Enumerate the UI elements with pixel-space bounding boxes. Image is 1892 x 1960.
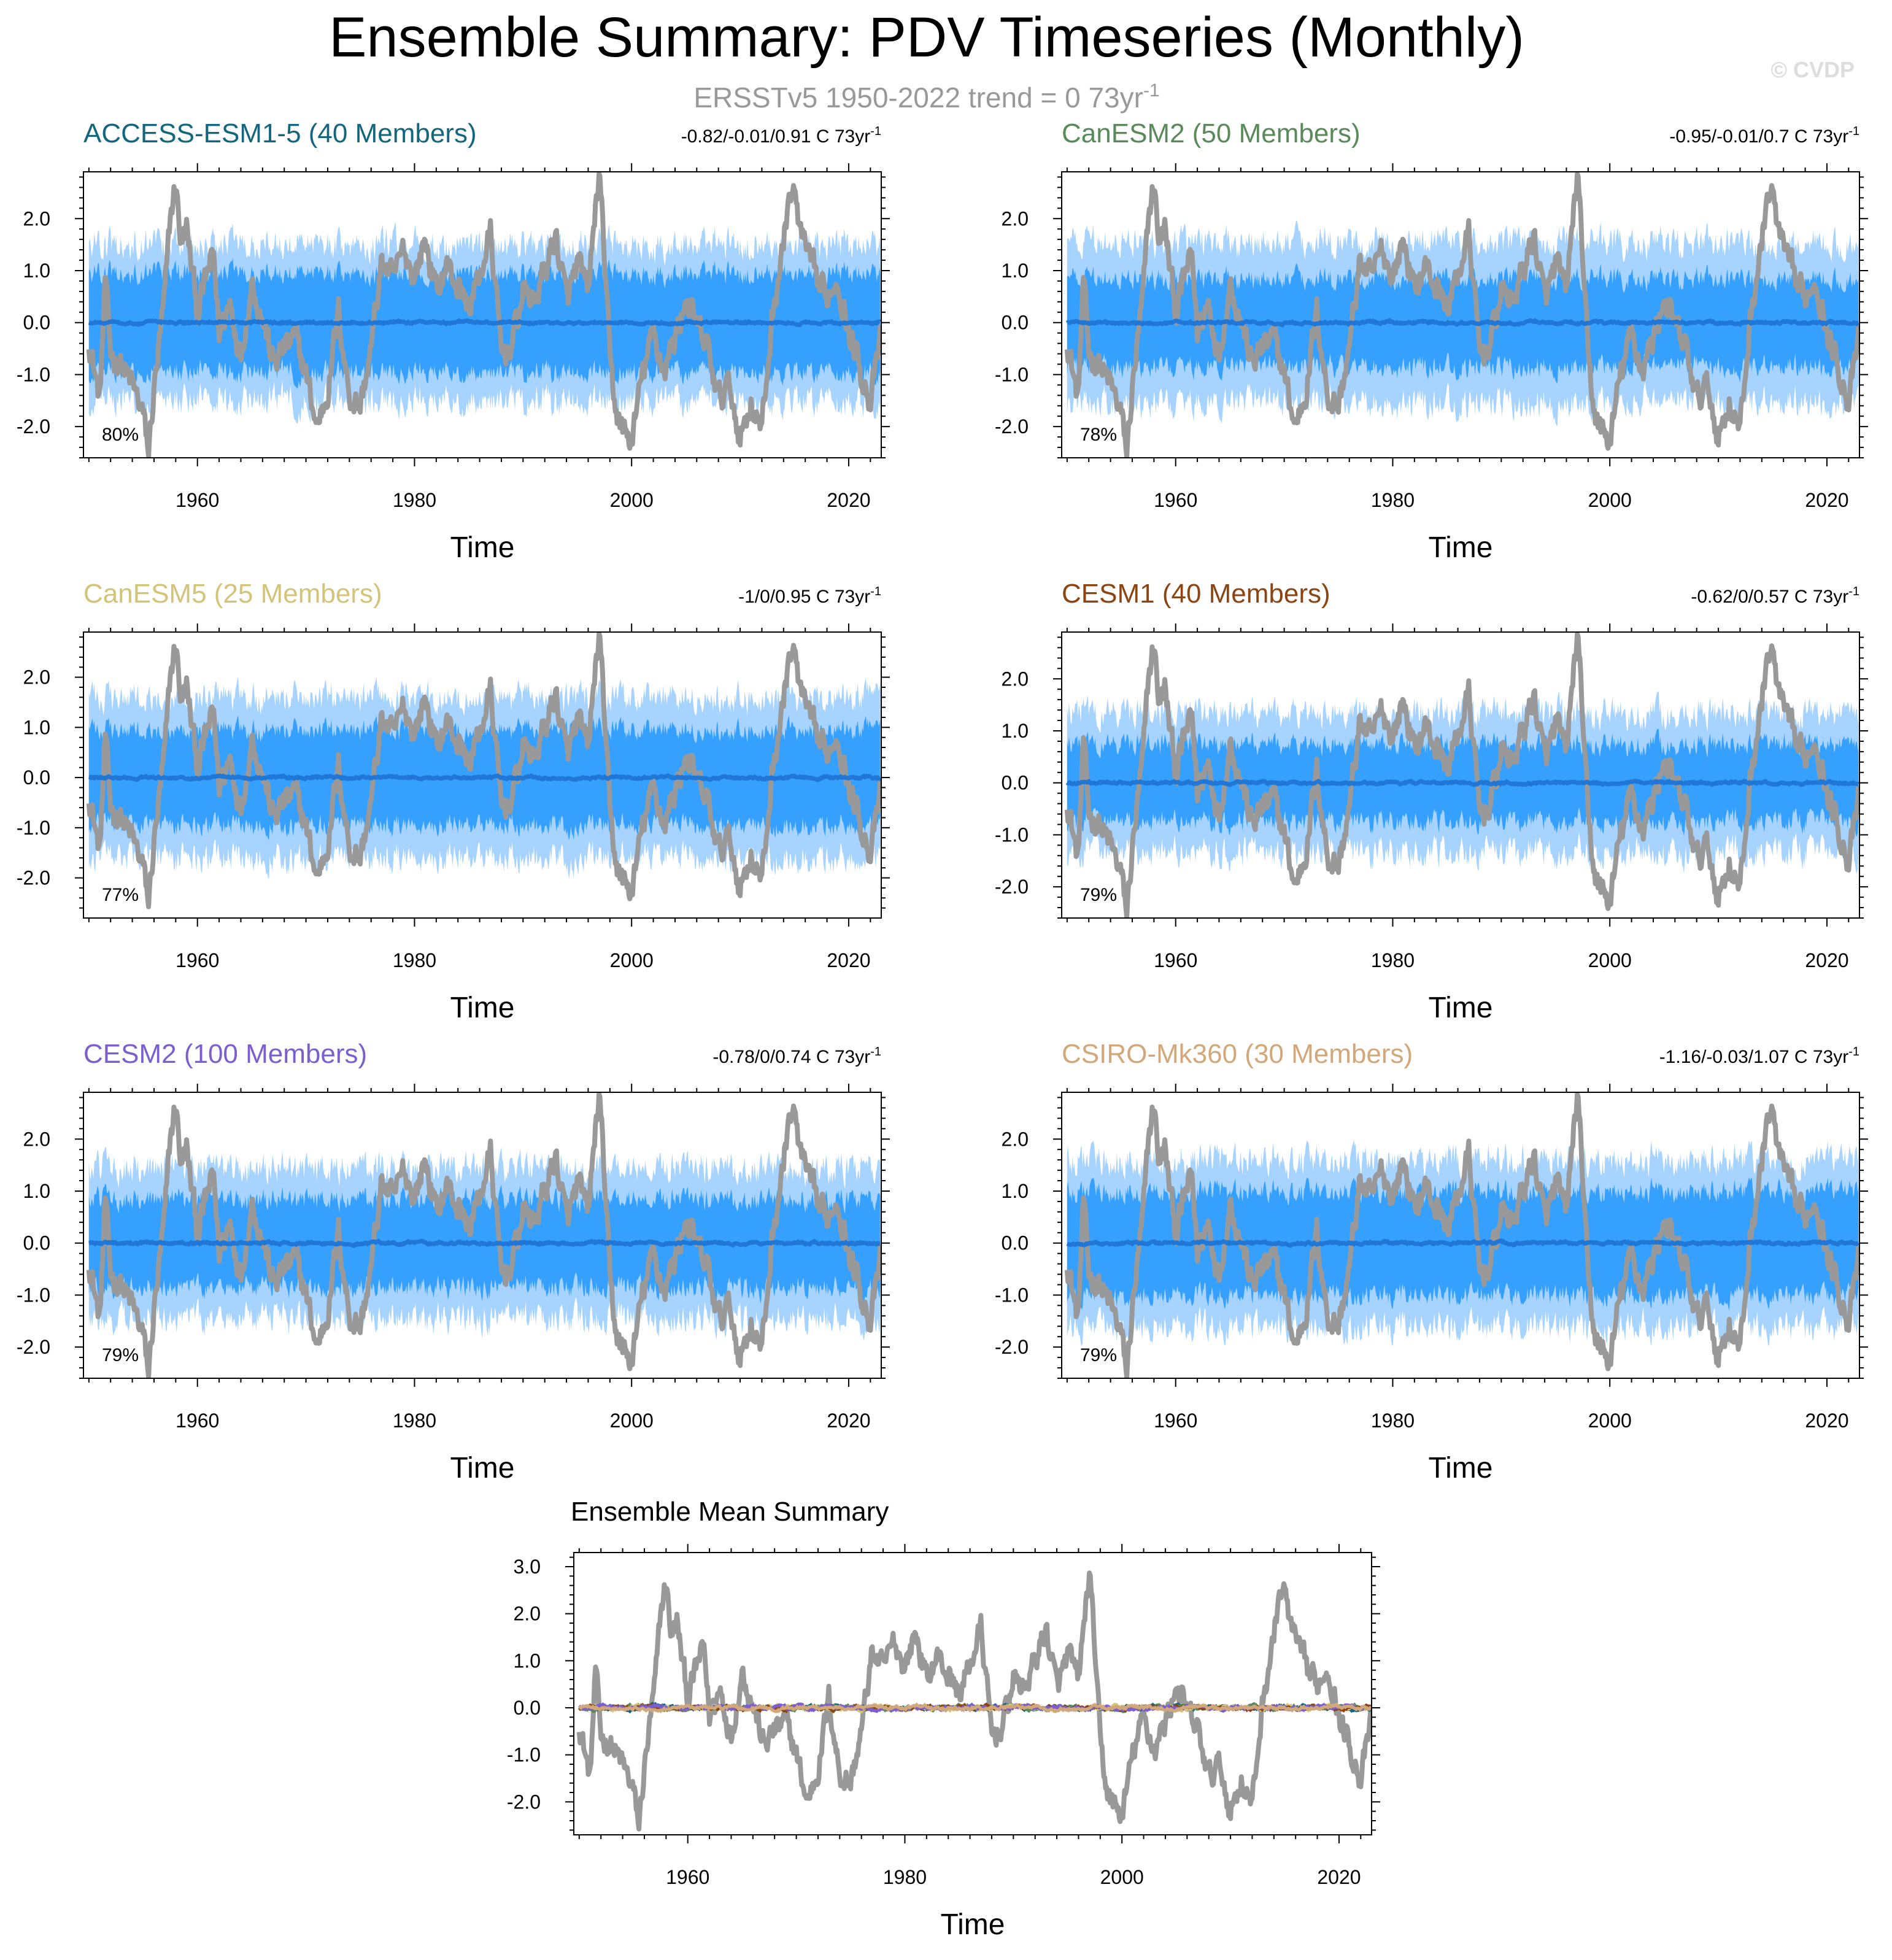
x-tick-label: 2020 (827, 949, 871, 971)
plot-area (1067, 174, 1859, 457)
plot-area (89, 174, 881, 457)
y-tick-label: 1.0 (23, 259, 50, 282)
y-tick-label: -2.0 (16, 415, 50, 438)
chart-panel-4 (995, 579, 1868, 1024)
y-tick-label: 1.0 (23, 1179, 50, 1202)
x-tick-label: 2020 (827, 489, 871, 511)
x-tick-label: 1980 (392, 1410, 437, 1432)
y-tick-label: 0.0 (23, 1232, 50, 1254)
x-tick-label: 1980 (1370, 1410, 1415, 1432)
x-tick-label: 1980 (1370, 489, 1415, 511)
x-tick-label: 2020 (1805, 489, 1849, 511)
x-tick-label: 2020 (827, 1410, 871, 1432)
x-tick-label: 2000 (1588, 1410, 1632, 1432)
x-tick-label: 2000 (1588, 489, 1632, 511)
watermark: © CVDP (1770, 57, 1855, 82)
y-tick-label: 2.0 (23, 1128, 50, 1151)
x-tick-label: 1980 (882, 1866, 927, 1888)
y-tick-label: 0.0 (1001, 311, 1029, 334)
x-axis-label: Time (940, 1908, 1005, 1941)
x-axis-label: Time (1428, 531, 1493, 564)
observed-line (579, 1573, 1371, 1829)
x-tick-label: 2000 (1100, 1866, 1144, 1888)
percent-label: 80% (102, 425, 139, 445)
y-tick-label: -2.0 (994, 876, 1029, 898)
y-tick-label: -1.0 (994, 824, 1029, 846)
percent-label: 79% (102, 1345, 139, 1365)
chart-panel-3 (17, 579, 890, 1024)
figure-subtitle: ERSSTv5 1950-2022 trend = 0 $73yr^{-1}$ (693, 80, 1160, 114)
y-tick-label: -2.0 (994, 415, 1029, 438)
y-tick-label: -2.0 (16, 1336, 50, 1359)
y-tick-label: 1.0 (1001, 259, 1029, 282)
y-tick-label: 1.0 (1001, 719, 1029, 742)
chart-panel-6 (995, 1039, 1868, 1484)
chart-panel-1 (17, 118, 890, 564)
plot-area (89, 1094, 881, 1377)
y-tick-label: 0.0 (1001, 771, 1029, 794)
plot-area (89, 634, 881, 907)
y-tick-label: -1.0 (994, 363, 1029, 386)
x-tick-label: 1960 (666, 1866, 710, 1888)
ensemble-mean-line (89, 1241, 881, 1246)
x-tick-label: 1960 (1154, 949, 1198, 971)
x-tick-label: 1980 (392, 489, 437, 511)
chart-panel-5 (17, 1039, 890, 1484)
chart-panel-2 (995, 118, 1868, 564)
x-axis-label: Time (450, 992, 515, 1024)
x-tick-label: 1960 (1154, 1410, 1198, 1432)
x-axis-label: Time (450, 531, 515, 564)
panel-stats: -0.82/-0.01/0.91 C $73yr^{-1}$ (681, 125, 881, 147)
y-tick-label: -2.0 (994, 1336, 1029, 1359)
panel-title: CanESM2 (50 Members) (1062, 118, 1361, 149)
y-tick-label: 0.0 (23, 311, 50, 334)
panel-stats: -0.78/0/0.74 C $73yr^{-1}$ (712, 1045, 881, 1067)
percent-label: 78% (1080, 425, 1118, 445)
y-tick-label: 0.0 (1001, 1232, 1029, 1254)
panel-stats: -0.95/-0.01/0.7 C $73yr^{-1}$ (1669, 125, 1859, 147)
y-tick-label: 0.0 (23, 766, 50, 789)
y-tick-label: -1.0 (506, 1743, 541, 1766)
y-tick-label: 2.0 (1001, 207, 1029, 230)
y-tick-label: 2.0 (513, 1602, 541, 1625)
ensemble-mean-line (89, 776, 881, 780)
y-tick-label: 2.0 (23, 207, 50, 230)
ensemble-mean-line (1067, 781, 1859, 785)
plot-area (1067, 634, 1859, 917)
x-tick-label: 2020 (1805, 1410, 1849, 1432)
percent-label: 77% (102, 885, 139, 905)
x-tick-label: 1980 (392, 949, 437, 971)
panel-title: CSIRO-Mk360 (30 Members) (1062, 1039, 1413, 1069)
x-tick-label: 2020 (1805, 949, 1849, 971)
y-tick-label: -1.0 (16, 363, 50, 386)
panel-title: CESM2 (100 Members) (83, 1039, 368, 1069)
panel-stats: -1.16/-0.03/1.07 C $73yr^{-1}$ (1659, 1045, 1859, 1067)
x-tick-label: 2000 (1588, 949, 1632, 971)
y-tick-label: 2.0 (1001, 1128, 1029, 1151)
x-tick-label: 2020 (1317, 1866, 1361, 1888)
x-tick-label: 2000 (609, 1410, 654, 1432)
x-axis-label: Time (450, 1452, 515, 1484)
y-tick-label: 0.0 (513, 1697, 541, 1719)
x-tick-label: 1960 (176, 1410, 220, 1432)
y-tick-label: -2.0 (506, 1791, 541, 1813)
y-tick-label: -2.0 (16, 866, 50, 889)
x-axis-label: Time (1428, 1452, 1493, 1484)
panel-title: CanESM5 (25 Members) (83, 579, 382, 609)
y-tick-label: 2.0 (1001, 668, 1029, 690)
y-tick-label: 2.0 (23, 666, 50, 689)
figure-title: Ensemble Summary: PDV Timeseries (Monthly) (329, 6, 1524, 69)
x-axis-label: Time (1428, 992, 1493, 1024)
x-tick-label: 1960 (176, 949, 220, 971)
percent-label: 79% (1080, 1345, 1118, 1365)
y-tick-label: -1.0 (16, 816, 50, 839)
panel-title: ACCESS-ESM1-5 (40 Members) (83, 118, 477, 149)
y-tick-label: 1.0 (1001, 1179, 1029, 1202)
panel-group (17, 118, 1868, 1941)
y-tick-label: 1.0 (23, 716, 50, 739)
x-tick-label: 1960 (176, 489, 220, 511)
y-tick-label: -1.0 (994, 1284, 1029, 1306)
y-tick-label: 3.0 (513, 1556, 541, 1578)
x-tick-label: 1980 (1370, 949, 1415, 971)
panel-title: Ensemble Mean Summary (571, 1497, 889, 1527)
panel-stats: -1/0/0.95 C $73yr^{-1}$ (738, 585, 881, 607)
plot-area (1067, 1094, 1859, 1377)
panel-title: CESM1 (40 Members) (1062, 579, 1330, 609)
panel-stats: -0.62/0/0.57 C $73yr^{-1}$ (1691, 585, 1859, 607)
y-tick-label: 1.0 (513, 1649, 541, 1672)
ensemble-mean-line (89, 321, 881, 325)
x-tick-label: 2000 (609, 949, 654, 971)
plot-area (579, 1573, 1371, 1829)
x-tick-label: 2000 (609, 489, 654, 511)
chart-panel-7 (507, 1497, 1380, 1941)
y-tick-label: -1.0 (16, 1284, 50, 1306)
percent-label: 79% (1080, 885, 1118, 905)
x-tick-label: 1960 (1154, 489, 1198, 511)
